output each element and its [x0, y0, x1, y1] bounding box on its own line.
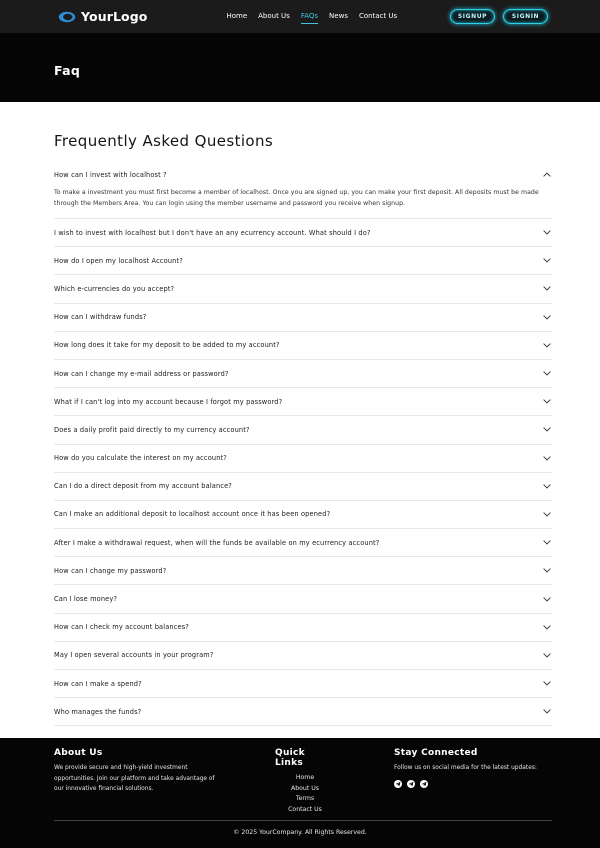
logo-text: YourLogo — [81, 9, 148, 24]
nav-link-about[interactable]: About Us — [258, 12, 290, 20]
nav-link-contact[interactable]: Contact Us — [358, 12, 398, 20]
faq-item — [54, 445, 552, 473]
logo-eye-icon — [58, 11, 76, 23]
faq-list — [54, 162, 552, 726]
faq-question-toggle[interactable] — [54, 501, 552, 528]
footer-quick-links — [275, 748, 335, 816]
faq-question-toggle[interactable] — [54, 332, 552, 359]
footer-about-title: About Us — [54, 748, 103, 758]
faq-question-toggle[interactable] — [54, 642, 552, 669]
faq-item — [54, 501, 552, 529]
faq-item — [54, 642, 552, 670]
faq-item — [54, 698, 552, 726]
faq-question-toggle[interactable] — [54, 557, 552, 584]
chevron-down-icon[interactable] — [542, 453, 552, 463]
footer-link-home[interactable]: Home — [295, 774, 315, 781]
faq-question-text: After I make a withdrawal request, when will the funds be available on my ecurrency account? — [54, 538, 380, 547]
footer-social — [394, 748, 559, 788]
faq-answer: To make a investment you must first become a member of localhost. Once you are signed up, you can make your first deposit. All deposits must be made through the Members Area. You can login using the member username and password you receive when signup. — [54, 189, 539, 207]
faq-question-text: How can I change my e-mail address or password? — [54, 369, 229, 378]
main-nav — [226, 10, 397, 24]
faq-question-text: How do I open my localhost Account? — [54, 256, 183, 265]
footer-link-terms[interactable]: Terms — [295, 795, 315, 803]
chevron-down-icon[interactable] — [542, 650, 552, 660]
chevron-down-icon[interactable] — [542, 425, 552, 435]
chevron-down-icon[interactable] — [542, 340, 552, 350]
faq-item — [54, 585, 552, 613]
chevron-down-icon[interactable] — [542, 538, 552, 548]
faq-question-toggle[interactable] — [54, 529, 552, 556]
faq-question-text: Can I do a direct deposit from my account balance? — [54, 482, 232, 491]
faq-item — [54, 275, 552, 303]
footer-social-title: Stay Connected — [394, 748, 478, 758]
faq-question-text: Does a daily profit paid directly to my currency account? — [54, 425, 250, 434]
footer-divider — [54, 820, 552, 821]
chevron-down-icon[interactable] — [542, 594, 552, 604]
faq-question-text: How long does it take for my deposit to be added to my account? — [54, 341, 280, 350]
footer-links-title: Quick Links — [275, 748, 305, 768]
nav-link-faqs[interactable]: FAQs — [301, 10, 318, 24]
faq-question-text: How can I check my account balances? — [54, 623, 189, 632]
faq-item — [54, 557, 552, 585]
copyright: © 2025 YourCompany. All Rights Reserved. — [233, 829, 367, 836]
faq-item — [54, 388, 552, 416]
footer-social-text: Follow us on social media for the latest updates: — [394, 765, 537, 771]
faq-question-toggle[interactable] — [54, 445, 552, 472]
social-icons — [394, 780, 559, 788]
faq-question-text: May I open several accounts in your program? — [54, 651, 214, 660]
nav-link-news[interactable]: News — [329, 12, 348, 20]
faq-question-toggle[interactable] — [54, 304, 552, 331]
chevron-down-icon[interactable] — [542, 312, 552, 322]
faq-question-toggle[interactable] — [54, 247, 552, 274]
chevron-down-icon[interactable] — [542, 679, 552, 689]
chevron-down-icon[interactable] — [542, 369, 552, 379]
faq-item — [54, 529, 552, 557]
faq-question-toggle[interactable] — [54, 416, 552, 443]
telegram-icon[interactable] — [394, 780, 402, 788]
faq-question-toggle[interactable] — [54, 473, 552, 500]
faq-question-text: I wish to invest with localhost but I don't have an any ecurrency account. What should I do? — [54, 228, 371, 237]
page-title: Faq — [54, 63, 81, 78]
footer-about-text: We provide secure and high-yield investment opportunities. Join our platform and take advantage of our innovative financial solutions. — [54, 765, 215, 792]
faq-section — [54, 102, 552, 726]
faq-question-text: How can I make a spend? — [54, 679, 142, 688]
faq-item — [54, 332, 552, 360]
faq-question-text: Which e-currencies do you accept? — [54, 284, 175, 293]
faq-question-text: Can I lose money? — [54, 595, 118, 604]
faq-question-toggle[interactable] — [54, 614, 552, 641]
faq-question-toggle[interactable] — [54, 360, 552, 387]
nav-link-home[interactable]: Home — [226, 12, 248, 20]
page-hero — [0, 33, 600, 102]
footer-link-about[interactable]: About Us — [290, 784, 319, 792]
chevron-down-icon[interactable] — [542, 256, 552, 266]
faq-item — [54, 473, 552, 501]
footer — [0, 738, 600, 848]
faq-item — [54, 670, 552, 698]
navbar — [0, 0, 600, 33]
faq-question-text: What if I can't log into my account because I forgot my password? — [54, 397, 283, 406]
faq-item — [54, 416, 552, 444]
faq-question-toggle[interactable] — [54, 585, 552, 612]
telegram-icon[interactable] — [420, 780, 428, 788]
chevron-down-icon[interactable] — [542, 622, 552, 632]
chevron-down-icon[interactable] — [542, 566, 552, 576]
chevron-down-icon[interactable] — [542, 228, 552, 238]
faq-question-toggle[interactable] — [54, 275, 552, 302]
chevron-down-icon[interactable] — [542, 707, 552, 717]
faq-question-text: Who manages the funds? — [54, 707, 142, 716]
faq-question-toggle[interactable] — [54, 219, 552, 246]
chevron-down-icon[interactable] — [542, 397, 552, 407]
telegram-icon[interactable] — [407, 780, 415, 788]
faq-heading: Frequently Asked Questions — [54, 132, 274, 150]
faq-question-toggle[interactable] — [54, 670, 552, 697]
faq-question-text: How can I withdraw funds? — [54, 313, 147, 322]
auth-buttons — [450, 9, 548, 24]
faq-item — [54, 304, 552, 332]
faq-item — [54, 162, 552, 219]
faq-question-text: How can I invest with localhost ? — [54, 170, 167, 179]
faq-question-toggle[interactable] — [54, 698, 552, 725]
faq-question-toggle[interactable] — [54, 162, 552, 187]
faq-item — [54, 219, 552, 247]
faq-item — [54, 247, 552, 275]
faq-question-text: How do you calculate the interest on my account? — [54, 454, 227, 463]
logo[interactable] — [58, 9, 147, 24]
faq-question-text: Can I make an additional deposit to localhost account once it has been opened? — [54, 510, 331, 519]
chevron-up-icon[interactable] — [542, 170, 552, 180]
faq-item — [54, 614, 552, 642]
faq-question-text: How can I change my password? — [54, 566, 167, 575]
chevron-down-icon[interactable] — [542, 284, 552, 294]
chevron-down-icon[interactable] — [542, 509, 552, 519]
faq-question-toggle[interactable] — [54, 388, 552, 415]
chevron-down-icon[interactable] — [542, 481, 552, 491]
signin-button[interactable]: SIGNIN — [503, 9, 548, 24]
faq-item — [54, 360, 552, 388]
footer-about — [54, 748, 219, 795]
signup-button[interactable]: SIGNUP — [450, 9, 495, 24]
footer-link-contact[interactable]: Contact Us — [288, 806, 322, 814]
